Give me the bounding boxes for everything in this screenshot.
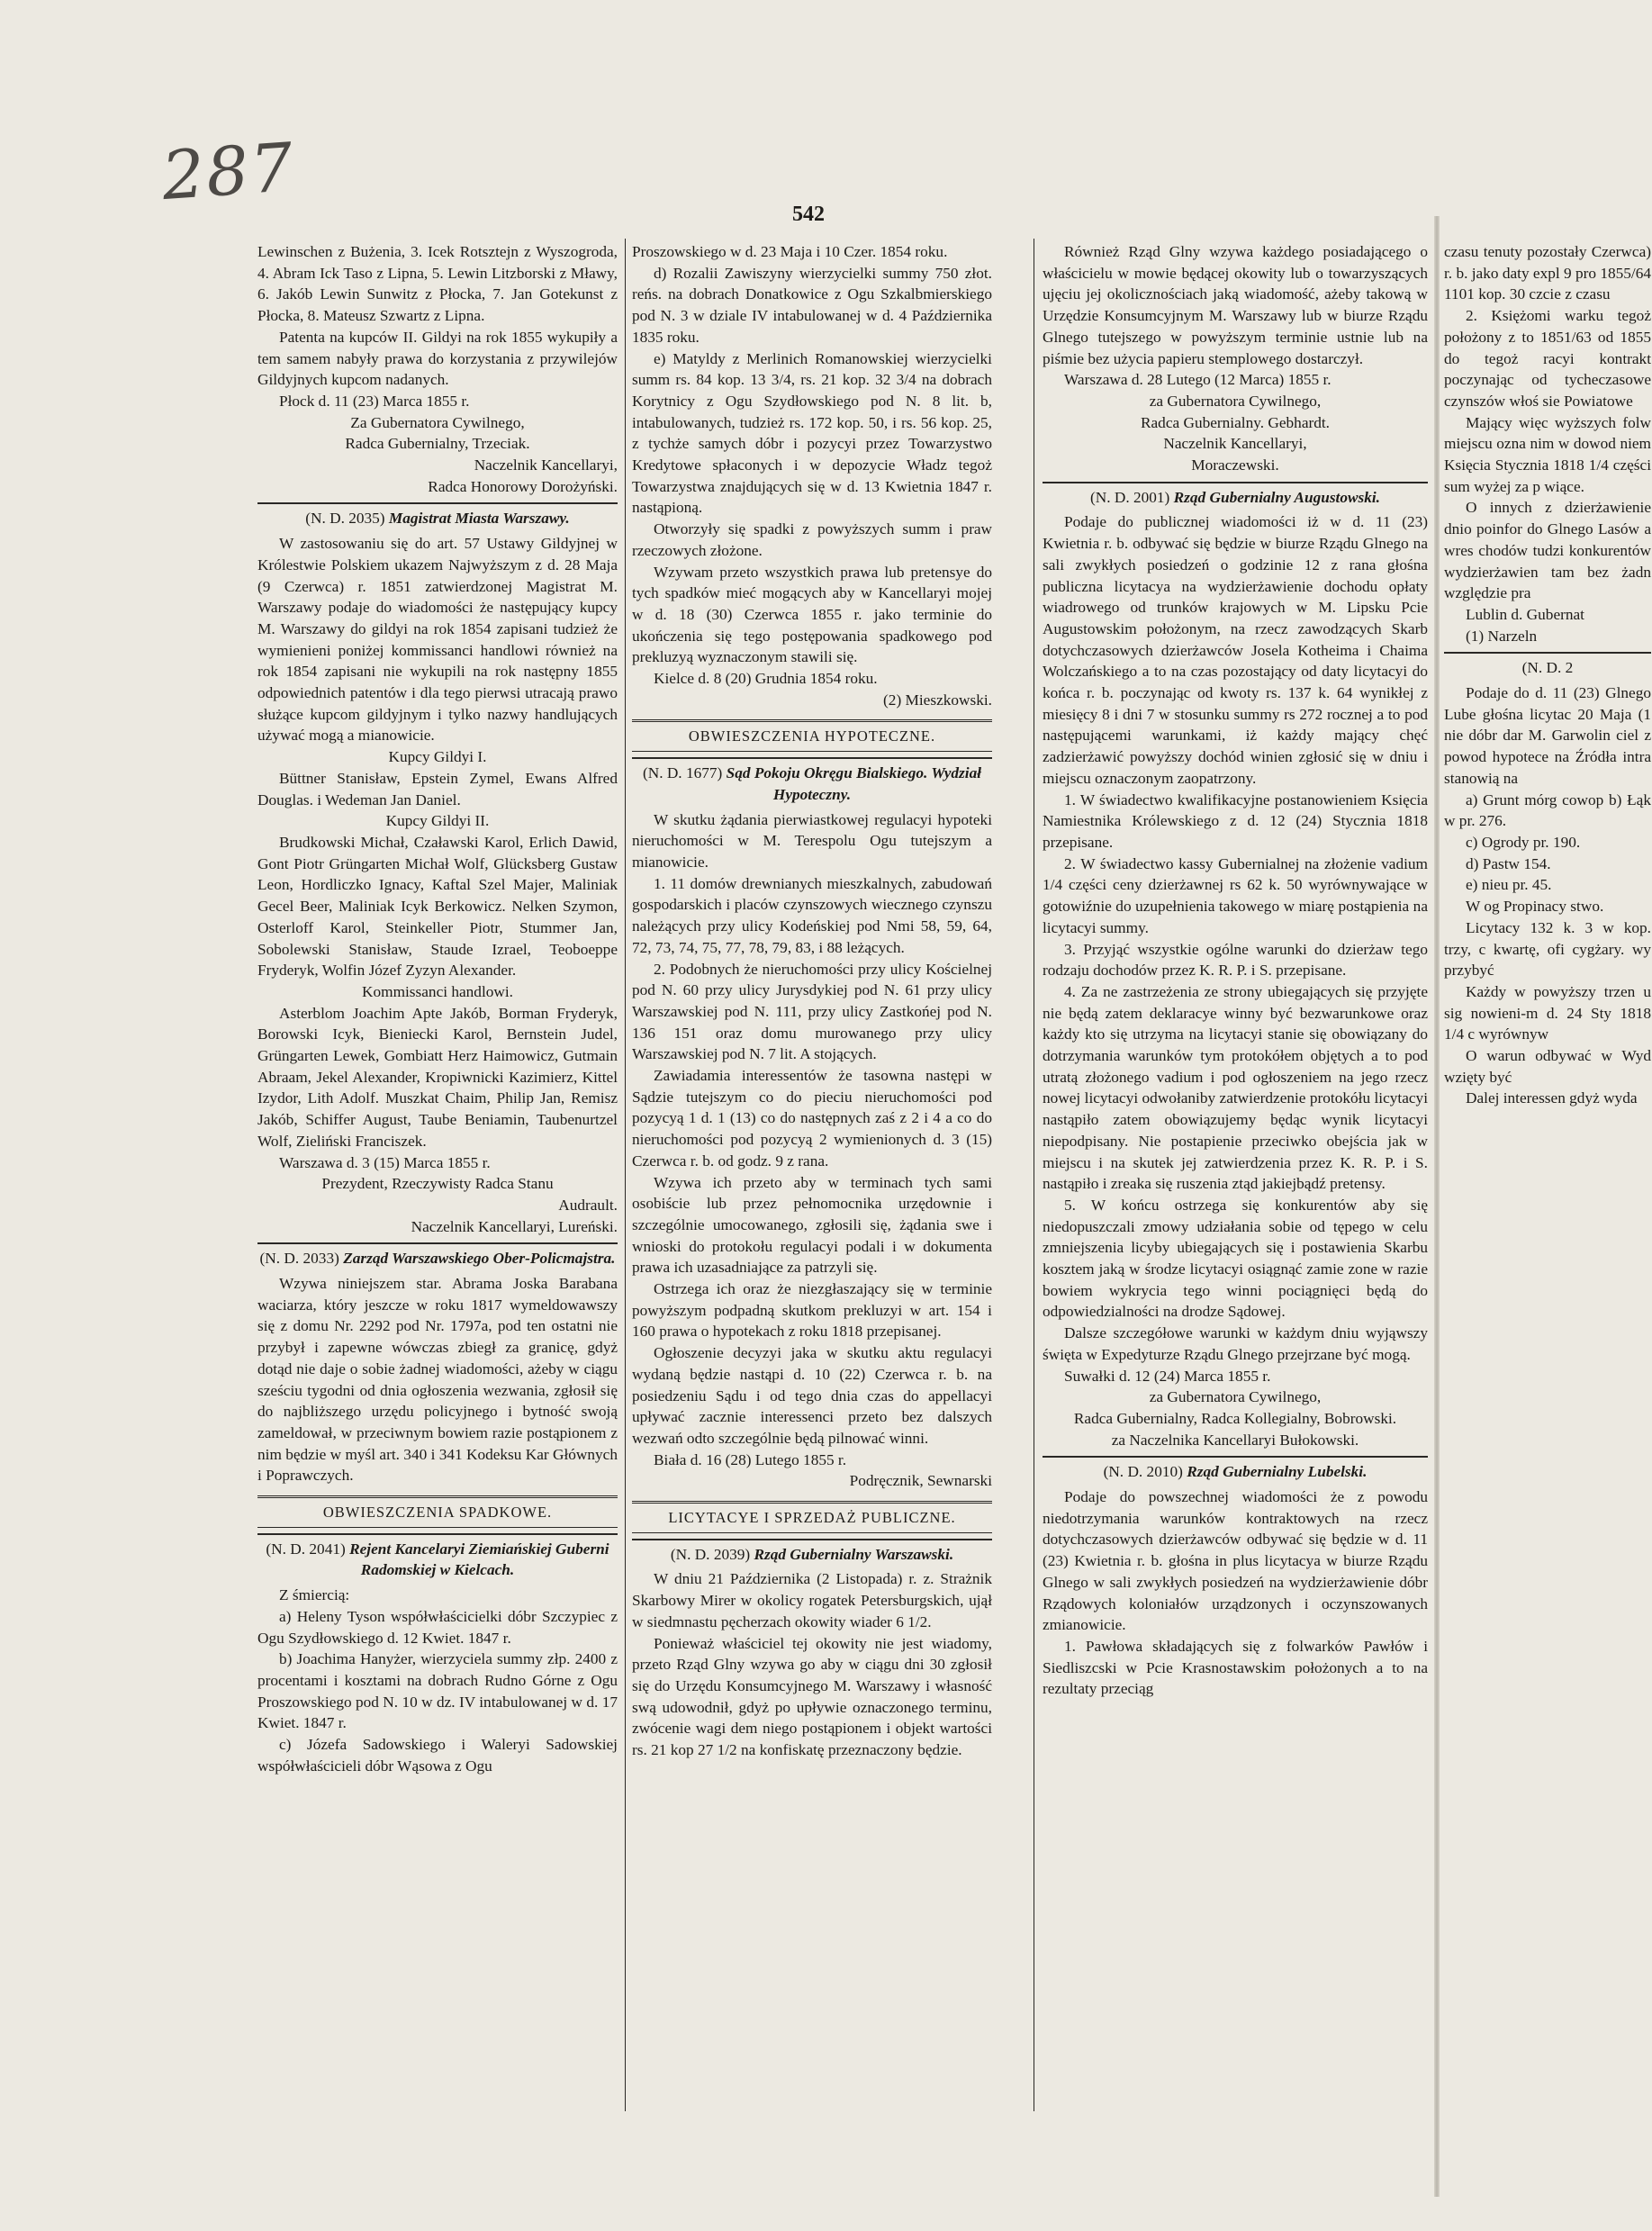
paragraph: Płock d. 11 (23) Marca 1855 r. (279, 392, 470, 410)
paragraph: Wzywa ich przeto aby w terminach tych sami osobiście lub przez pełnomocnika urzędownie i szczególnie umocowanego, zgłosili się, żądania swe i wnioski do protokołu regulacyi podali i w dokumenta prawa ich uzasadniające za patrzyli się. (632, 1173, 992, 1277)
signature-line: Naczelnik Kancellaryi, Lureński. (411, 1217, 618, 1235)
section-heading: OBWIESZCZENIA SPADKOWE. (257, 1495, 618, 1528)
notice-number: (N. D. 2 (1521, 659, 1574, 677)
paragraph: 1. 11 domów drewnianych mieszkalnych, zabudowań gospodarskich i placów czynszowych wiecznego czynszu należących przy ulicy Kodeńskiej pod Nmi 58, 59, 64, 72, 73, 74, 75, 77, 78, 79, 83, i 88 leżących. (632, 874, 992, 956)
centered-line: Naczelnik Kancellaryi, (1163, 435, 1307, 453)
paragraph: d) Pastw 154. (1466, 854, 1551, 872)
notice-number: (N. D. 2041) (266, 1540, 346, 1558)
notice-number: (N. D. 1677) (642, 764, 723, 782)
paragraph: Wzywa niniejszem star. Abrama Joska Barabana waciarza, który jeszcze w roku 1817 wymeldowawszy się z domu Nr. 2292 pod Nr. 1797a, pod ten ostatni nie przybył i zapewne wówczas zbiegł za granicę, gdyż dotąd nie daje o sobie żadnej wiadomości, ażeby w ciągu sześciu tygodni od dnia ogłoszenia wezwania, zgłosił się do najbliższego urzędu policyjnego i bytność swoją zameldował, w przeciwnym bowiem razie postąpionem z nim będzie w myśl art. 340 i 341 Kodeksu Kar Głównych i Poprawczych. (257, 1275, 618, 1485)
notice-heading (632, 1539, 992, 1566)
paragraph: Lewinschen z Bużenia, 3. Icek Rotsztejn z Wyszogroda, 4. Abram Ick Taso z Lipna, 5. Lewin Litzborski z Mławy, 6. Jakób Lewin Sunwitz z Płocka, 7. Jan Gotekunst z Płocka, 8. Mateusz Szwartz z Lipna. (257, 243, 618, 325)
paragraph: Otworzyły się spadki z powyższych summ i praw rzeczowych złożone. (632, 520, 992, 559)
centered-line: Kupcy Gildyi I. (388, 748, 487, 766)
paragraph: Brudkowski Michał, Czaławski Karol, Erlich Dawid, Gont Piotr Grüngarten Michał Wolf, Glücksberg Gustaw Leon, Hordliczko Ignacy, Kaftal Szel Majer, Maliniak Gecel Beer, Maliniak Icyk Berkowicz. Nelken Szymon, Osterloff Karol, Steinkeller Piotr, Stummer Jan, Sobolewski Stanisław, Staude Izrael, Teoboeppe Fryderyk, Wolfin Józef Zyzyn Alexander. (257, 833, 618, 980)
paragraph: e) nieu pr. 45. (1466, 876, 1552, 894)
paragraph: Ostrzega ich oraz że niezgłaszający się w terminie powyższym podpadną skutkom prekluzyi w art. 154 i 160 prawa o hypotekach z roku 1818 przepisanej. (632, 1280, 992, 1341)
paragraph: c) Józefa Sadowskiego i Waleryi Sadowskiej współwłaścicieli dóbr Wąsowa z Ogu (257, 1736, 618, 1775)
centered-line: Radca Gubernialny, Radca Kollegialny, Bobrowski. (1073, 1409, 1397, 1427)
paragraph: Büttner Stanisław, Epstein Zymel, Ewans Alfred Douglas. i Wedeman Jan Daniel. (257, 769, 618, 808)
centered-line: za Gubernatora Cywilnego, (1149, 1388, 1322, 1406)
paragraph: Suwałki d. 12 (24) Marca 1855 r. (1064, 1367, 1271, 1385)
paragraph: 2. W świadectwo kassy Gubernialnej na złożenie vadium 1/4 części ceny dzierżawnej rs 62 k. 50 wyrównywające w gotowiźnie do uzupełnienia takowego w miarę postąpienia na licytacyi summy. (1043, 854, 1428, 936)
notice-issuer: Magistrat Miasta Warszawy. (388, 510, 570, 528)
paragraph: Kielce d. 8 (20) Grudnia 1854 roku. (654, 670, 878, 688)
paragraph: W og Propinacy stwo. (1466, 898, 1604, 916)
paragraph: Dalej interessen gdyż wyda (1466, 1089, 1638, 1107)
paragraph: Podaje do d. 11 (23) Glnego Lube głośna licytac 20 Maja (1 nie dóbr dar M. Garwolin ciel z powod hypotece na Źródła intra stanowią na (1444, 684, 1651, 787)
paragraph: Wzywam przeto wszystkich prawa lub pretensye do tych spadków mieć mogących aby w Kancellaryi mojej w d. 18 (30) Czerwca 1855 r. jako terminie do ukończenia się tego postępowania spadkowego pod prekluzyą wyznaczonym stawili się. (632, 563, 992, 666)
centered-line: Kommissanci handlowi. (362, 982, 513, 1000)
centered-line: Kupcy Gildyi II. (385, 812, 490, 830)
paragraph: Ponieważ właściciel tej okowity nie jest wiadomy, przeto Rząd Glny wzywa go aby w ciągu dni 30 zgłosił się do Urzędu Konsumcyjnego M. Warszawy i własność swą udowodnił, gdyż po upływie oznaczonego terminu, zwócenie wagi dem niego postąpionem i objekt wartości rs. 21 kop 27 1/2 na konfiskatę przeznaczony będzie. (632, 1634, 992, 1759)
notice-number: (N. D. 2033) (259, 1250, 339, 1268)
centered-line: Za Gubernatora Cywilnego, (350, 413, 525, 431)
paragraph: Biała d. 16 (28) Lutego 1855 r. (654, 1450, 847, 1468)
notice-number: (N. D. 2001) (1089, 488, 1170, 506)
centered-line: za Gubernatora Cywilnego, (1149, 392, 1322, 410)
paragraph: b) Joachima Hanyżer, wierzyciela summy złp. 2400 z procentami i kosztami na dobrach Rudno Górne z Ogu Proszowskiego pod N. 10 w dz. IV intabulowanej w d. 17 Kwiet. 1847 r. (257, 1650, 618, 1732)
notice-number: (N. D. 2035) (305, 510, 385, 528)
paragraph: O innych z dzierżawienie dnio poinfor do Glnego Lasów a wres chodów tudzi konkurentów wydzierżawien tam bez żadn względzie pra (1444, 499, 1651, 602)
paragraph: Podaje do publicznej wiadomości iż w d. 11 (23) Kwietnia r. b. odbywać się będzie w biurze Rządu Glnego na sali zwykłych posiedzeń o godzinie 12 z rana głośna publiczna licytacya na wydzierżawienie dochodu opłaty wiadrowego od trunków krajowych w M. Lipsku Pcie Augustowskim położonym, na rzecz zawodzących Skarb dotychczasowych dzierżawców Josela Kotheima i Chaima Wolczańskiego a to na czas pozostający od daty licytacyi do końca r. b. poczynając od kwoty rs. 137 k. 64 wynikłej z miesięcy 8 i dni 7 w stosunku summy rs 272 rocznej a to pod następującemi warunkami, iż każdy mający chęć zadzierżawić powyższy dochód winien zgłosić się w dniu i miejscu oznaczonym zaopatrzony. (1043, 513, 1428, 787)
signature-line: Naczelnik Kancellaryi, (474, 456, 618, 474)
paragraph: Mający więc wyższych folw miejscu ozna nim w dowod niem Księcia Stycznia 1818 1/4 części sum wyżej za p wiące. (1444, 413, 1651, 495)
notice-number: (N. D. 2010) (1103, 1463, 1183, 1481)
paragraph: Dalsze szczegółowe warunki w każdym dniu wyjąwszy święta w Expedyturze Rządu Glnego przejrzane być mogą. (1043, 1324, 1428, 1363)
paragraph: Zawiadamia interessentów że tasowna następi w Sądzie tutejszym co do pieciu nieruchomości pod pozycyą 1 d. 1 (13) co do następnych zaś z 2 i 4 a co do nieruchomości pod pozycyą 2 wymienionych d. 3 (15) Czerwca r. b. od godz. 9 z rana. (632, 1067, 992, 1170)
signature-line: (2) Mieszkowski. (883, 691, 992, 709)
paragraph: Warszawa d. 28 Lutego (12 Marca) 1855 r. (1064, 371, 1332, 389)
notice-issuer: Rząd Gubernialny Warszawski. (754, 1545, 954, 1563)
paragraph: (1) Narzeln (1466, 627, 1538, 645)
paragraph: 2. Podobnych że nieruchomości przy ulicy Kościelnej pod N. 60 przy ulicy Jurysdykiej pod N. 61 przy ulicy Warszawskiej pod N. 111, przy ulicy Zastkońej pod N. 136 151 oraz domu murowanego przy ulicy Warszawskiej pod N. 7 lit. A stojących. (632, 960, 992, 1063)
paragraph: d) Rozalii Zawiszyny wierzycielki summy 750 złot. reńs. na dobrach Donatkowice z Ogu Szkalbmierskiego pod N. 3 w dziale IV intabulowanej w d. 4 Października 1835 roku. (632, 264, 992, 346)
notice-heading (257, 502, 618, 529)
notice-issuer: Zarząd Warszawskiego Ober-Policmajstra. (343, 1250, 616, 1268)
paragraph: e) Matyldy z Merlinich Romanowskiej wierzycielki summ rs. 84 kop. 13 3/4, rs. 21 kop. 32 3/4 na dobrach Korytnicy z Ogu Szydłowskiego pod N. 8 lit. b, intabulowanych, tudzież rs. 172 kop. 50, i rs. 56 kop. 25, z tychże samych dóbr i pozycyi przez Towarzystwo Kredytowe spłaconych i w depozycie Władz tegoż Towarzystwa znajdujących się w d. 13 Kwietnia 1847 r. nastąpioną. (632, 349, 992, 517)
notice-number: (N. D. 2039) (670, 1545, 751, 1563)
signature-line: Podręcznik, Sewnarski (849, 1472, 992, 1490)
paragraph: Licytacy 132 k. 3 w kop. trzy, c kwartę, ofi cygżary. wy przybyć (1444, 918, 1651, 980)
paragraph: czasu tenuty pozostały Czerwca) r. b. jako daty expl 9 pro 1855/64 1101 kop. 30 czcie z czasu (1444, 243, 1651, 303)
column-2 (632, 241, 992, 2195)
centered-line: Radca Gubernialny, Trzeciak. (345, 435, 530, 453)
paragraph: Asterblom Joachim Apte Jakób, Borman Fryderyk, Borowski Icyk, Bieniecki Karol, Bernstein Judel, Grüngarten Lewek, Gombiatt Herz Haimowicz, Gutmain Abraam, Jekel Alexander, Kropiwnicki Kazimierz, Kittel Izydor, Lith Adolf. Muszkat Chaim, Philip Jan, Remisz Jakób, Schiffer August, Taube Beniamin, Taubenurtzel Wolf, Zieliński Franciszek. (257, 1004, 618, 1150)
paragraph: a) Heleny Tyson współwłaścicielki dóbr Szczypiec z Ogu Szydłowskiego d. 12 Kwiet. 1847 r. (257, 1607, 618, 1647)
signature-line: Radca Honorowy Dorożyński. (428, 477, 618, 495)
paragraph: Warszawa d. 3 (15) Marca 1855 r. (279, 1153, 491, 1171)
paragraph: a) Grunt mórg cowop b) Łąk w pr. 276. (1444, 790, 1651, 830)
paragraph: Również Rząd Glny wzywa każdego posiadającego o właścicielu w mowie będącej okowity lub o towarzyszących ujęciu jej okolicznościach jaką wiadomość, ażeby takową w Urzędzie Konsumcyjnym M. Warszawy lub w biurze Rządu Glnego tutejszego w powyższym terminie ustnie lub na piśmie bez użycia papieru stemplowego dostarczył. (1043, 243, 1428, 367)
signature-line: Audrault. (558, 1196, 618, 1214)
paragraph: Proszowskiego w d. 23 Maja i 10 Czer. 1854 roku. (632, 243, 948, 260)
notice-issuer: Rejent Kancelaryi Ziemiańskiej Guberni Radomskiej w Kielcach. (349, 1540, 609, 1579)
paragraph: Podaje do powszechnej wiadomości że z powodu niedotrzymania warunków kontraktowych na rzecz dotychczasowych dzierżawców odbywać się będzie w d. 11 (23) Kwietnia r. b. głośna in plus licytacya w biurze Rządu Glnego w sali zwykłych posiedzeń na wydzierżawienie dóbr Rządowych koloniałów urządzonych i oczynszowanych zmianowicie. (1043, 1488, 1428, 1634)
handwritten-note: 287 (159, 128, 298, 216)
centered-line: Prezydent, Rzeczywisty Radca Stanu (321, 1175, 554, 1193)
paragraph: Z śmiercią: (279, 1586, 350, 1604)
paragraph: Patenta na kupców II. Gildyi na rok 1855 wykupiły a tem samem nabyły prawa do korzystania z przywilejów Gildyjnych kupcom nadanych. (257, 328, 618, 389)
column-4 (1444, 241, 1651, 2195)
section-heading: OBWIESZCZENIA HYPOTECZNE. (632, 719, 992, 752)
page-fold-shadow (1434, 216, 1440, 2197)
paragraph: 3. Przyjąć wszystkie ogólne warunki do dzierżaw tego rodzaju dochodów przez K. R. P. i S. przepisane. (1043, 940, 1428, 980)
paragraph: W skutku żądania pierwiastkowej regulacyi hypoteki nieruchomości w M. Terespolu Ogu tutejszym a mianowicie. (632, 810, 992, 871)
paragraph: Ogłoszenie decyzyi jaka w skutku aktu regulacyi wydaną będzie nastąpi d. 10 (22) Czerwca r. b. na posiedzeniu Sądu i od tego dnia czas do appellacyi upływać zacznie interessenci przeto bez dalszych wezwań odto szczególnie będą pilnować winni. (632, 1344, 992, 1447)
notice-heading (1043, 1456, 1428, 1483)
notice-heading (1043, 482, 1428, 509)
paragraph: O warun odbywać w Wyd wzięty być (1444, 1047, 1651, 1086)
paragraph: W zastosowaniu się do art. 57 Ustawy Gildyjnej w Królestwie Polskiem ukazem Najwyższym z d. 28 Maja (9 Czerwca) r. 1851 zatwierdzonej Magistrat M. Warszawy podaje do wiadomości że następujący kupcy M. Warszawy do gildyi na rok 1854 zapisani tudzież że wymienieni poniżej kommissanci handlowi również na rok 1854 zapisani nie wykupili na rok następny 1855 odpowiednich patentów i dla tego pierwsi utracają prawo służące kupcom gildyjnym i tylko nazwy handlujących używać mogą a mianowicie. (257, 535, 618, 745)
paragraph: 1. Pawłowa składających się z folwarków Pawłów i Siedliszcski w Pcie Krasnostawskim położonych a to na rezultaty przeciąg (1043, 1638, 1428, 1698)
notice-heading (257, 1533, 618, 1581)
section-heading: LICYTACYE I SPRZEDAŻ PUBLICZNE. (632, 1501, 992, 1533)
paragraph: 4. Za ne zastrzeżenia ze strony ubiegających się przyjęte nie będą zatem deklaracye winny być bezwarunkowe oraz każdy kto się utrzyma na licytacyi stanie się obowiązany do dotrzymania warunków tym protokółem objętych a to pod utratą złożonego vadium i pod ogłoszeniem na jego rzecz nowej licytacyi odwołaniby zatwierdzenie protokółu licytacyi nastąpiło zatem obowiązujemy będąc wynik licytacyi niepodpisany. Nie postapienie przeciwko obejścia jak w miejscu i na skutek jej zatwierdzenia przez K. R. P. i S. nastąpiło i zreaka się ruszenia ztąd jakiejbądź pretensy. (1043, 982, 1428, 1193)
centered-line: za Naczelnika Kancellaryi Bułokowski. (1111, 1431, 1359, 1449)
column-rule (625, 239, 626, 2111)
notice-issuer: Rząd Gubernialny Lubelski. (1187, 1463, 1368, 1481)
column-1 (257, 241, 618, 2195)
paragraph: 2. Księżomi warku tegoż położony z to 1851/63 od 1855 do tegoż racyi kontrakt poczynając od tycheczasowe czynszów włoś sie Powiatowe (1444, 307, 1651, 410)
notice-heading (632, 757, 992, 805)
notice-issuer: Rząd Gubernialny Augustowski. (1173, 488, 1381, 506)
notice-heading (1444, 652, 1651, 679)
paragraph: Lublin d. Gubernat (1466, 605, 1584, 623)
page-number: 542 (792, 203, 825, 226)
paragraph: c) Ogrody pr. 190. (1466, 833, 1581, 851)
centered-line: Moraczewski. (1191, 456, 1279, 474)
paragraph: 5. W końcu ostrzega się konkurentów aby się niedopuszczali zmowy udziałania sobie od tępego w celu zmniejszenia licyby ubiegających się i postawienia Skarbu kosztem jaką w środze licytacyi osiągnąć zamie zone w razie bowiem wykrycia tego winni pociągnięci będą do odpowiedzialności na drodze Sądowej. (1043, 1196, 1428, 1321)
paragraph: 1. W świadectwo kwalifikacyjne postanowieniem Księcia Namiestnika Królewskiego z d. 12 (24) Stycznia 1818 przepisane. (1043, 790, 1428, 851)
centered-line: Radca Gubernialny. Gebhardt. (1140, 413, 1330, 431)
paragraph: W dniu 21 Października (2 Listopada) r. z. Strażnik Skarbowy Mirer w okolicy rogatek Petersburgskich, ujął w siedmnastu pęcherzach okowity wiader 6 1/2. (632, 1570, 992, 1630)
notice-heading (257, 1242, 618, 1269)
column-3 (1043, 241, 1428, 2195)
paragraph: Każdy w powyższy trzen u sig nowieni-m d. 24 Sty 1818 1/4 c wyrównyw (1444, 982, 1651, 1043)
notice-issuer: Sąd Pokoju Okręgu Bialskiego. Wydział Hypoteczny. (726, 764, 982, 803)
